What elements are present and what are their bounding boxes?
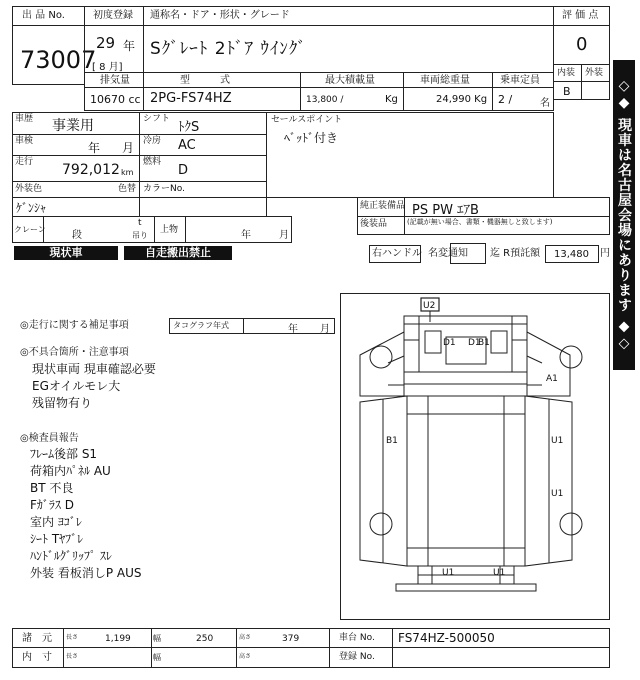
length-label: 長さ xyxy=(66,634,79,641)
divider xyxy=(492,72,493,111)
name-change-label: 名変通知 xyxy=(428,248,468,259)
max-load-unit: Kg xyxy=(385,94,398,105)
max-load-label: 最大積載量 xyxy=(325,75,375,86)
damage-mark: U1 xyxy=(551,436,564,446)
current-state-badge: 現状車 xyxy=(14,246,118,260)
note-line: 残留物有り xyxy=(32,396,93,410)
damage-mark: B1 xyxy=(478,338,490,348)
crane-ton: t xyxy=(138,218,142,228)
deposit-label: 迄 R預託額 xyxy=(490,248,541,259)
interior-score: B xyxy=(563,85,571,98)
note-line: EGオイルモレ大 xyxy=(32,379,121,393)
note-line: ｼｰﾄ Tﾔﾌﾞﾚ xyxy=(30,532,84,546)
divider xyxy=(236,628,237,668)
model-label: 型 式 xyxy=(180,75,230,86)
inner-height-label: 高さ xyxy=(239,653,252,660)
damage-mark: U1 xyxy=(551,489,564,499)
right-hand-label: 右ハンドル xyxy=(372,248,422,259)
history-label: 車歴 xyxy=(15,114,34,124)
first-reg-label: 初度登録 xyxy=(93,10,133,21)
note-line: 室内 ﾖｺﾞﾚ xyxy=(30,515,82,529)
note-line: 現状車両 現車確認必要 xyxy=(32,362,156,376)
divider xyxy=(143,6,144,26)
mileage: 792,012 xyxy=(62,162,120,178)
specs-header xyxy=(84,72,554,88)
gross-label: 車両総重量 xyxy=(420,75,470,86)
capacity-label: 乗車定員 xyxy=(500,75,540,86)
divider xyxy=(139,181,140,217)
height-label: 高さ xyxy=(239,634,252,641)
divider xyxy=(143,72,144,111)
exterior-label: 外装 xyxy=(585,68,604,78)
width: 250 xyxy=(196,634,214,644)
divider xyxy=(243,318,244,334)
crane-stage: 段 xyxy=(72,230,82,241)
deposit-amount: 13,480 xyxy=(554,249,589,260)
upper-label: 上物 xyxy=(160,225,179,235)
divider xyxy=(392,628,393,668)
fuel: D xyxy=(178,163,189,178)
reg-year-unit: 年 xyxy=(123,39,136,53)
history: 事業用 xyxy=(52,118,94,134)
no-self-drive-badge: 自走搬出禁止 xyxy=(124,246,232,260)
score-label: 評 価 点 xyxy=(562,10,599,21)
inspection-month: 月 xyxy=(122,141,135,155)
location-notice: ◇◆ 現車は名古屋会場にあります ◆◇ xyxy=(613,60,635,370)
aux-title: ◎走行に関する補足事項 xyxy=(20,320,129,331)
color-change-label: 色替 xyxy=(118,184,137,194)
divider xyxy=(12,647,610,648)
inspection-label: 車検 xyxy=(15,136,34,146)
lot-no-label: 出 品 No. xyxy=(22,10,65,21)
interior-label: 内装 xyxy=(557,68,576,78)
displacement: 10670 cc xyxy=(90,93,141,106)
capacity: 2 / xyxy=(498,93,513,106)
note-line: ﾊﾝﾄﾞﾙｸﾞﾘｯﾌﾟ ｽﾚ xyxy=(30,549,112,563)
fuel-label: 燃料 xyxy=(143,157,162,167)
reg-year: 29 xyxy=(96,34,116,52)
note-line: 荷箱内ﾊﾟﾈﾙ AU xyxy=(30,464,111,478)
damage-mark: B1 xyxy=(386,436,398,446)
length: 1,199 xyxy=(105,634,131,644)
max-load: 13,800 / xyxy=(306,95,344,105)
damage-mark: D1 xyxy=(468,338,481,348)
ac: AC xyxy=(178,138,196,153)
note-line: Fｶﾞﾗｽ D xyxy=(30,498,74,512)
yen-unit: 円 xyxy=(600,248,610,259)
color-no-label: カラーNo. xyxy=(143,184,185,194)
divider xyxy=(185,216,186,243)
truck-diagram xyxy=(340,293,610,620)
capacity-unit: 名 xyxy=(540,98,550,109)
inner-dims-label: 内 寸 xyxy=(22,652,52,663)
dims-label: 諸 元 xyxy=(22,633,52,644)
retrofit-label: 後装品 xyxy=(360,219,388,229)
inspection-year: 年 xyxy=(88,141,101,155)
gross-weight: 24,990 Kg xyxy=(436,94,488,105)
tacho-month: 月 xyxy=(320,324,330,335)
defects-list xyxy=(32,361,156,412)
width-label: 幅 xyxy=(153,634,161,643)
ac-label: 冷房 xyxy=(143,136,162,146)
shift-label: シフト xyxy=(143,114,171,124)
defects-title: ◎不具合箇所・注意事項 xyxy=(20,347,129,358)
color-label: 外装色 xyxy=(15,184,43,194)
divider xyxy=(63,628,64,668)
chassis-no: FS74HZ-500050 xyxy=(398,631,495,645)
chassis-label: 車台 No. xyxy=(339,633,375,643)
damage-mark: D1 xyxy=(443,338,456,348)
reg-no-label: 登録 No. xyxy=(339,652,375,662)
shift: ﾄｸS xyxy=(178,120,200,135)
name-label: 通称名・ドア・形状・グレード xyxy=(150,10,290,21)
tacho-label: タコグラフ年式 xyxy=(173,321,229,330)
color: ｹﾞﾝｼｬ xyxy=(16,201,47,215)
score: 0 xyxy=(576,34,588,55)
divider xyxy=(329,628,330,668)
inner-width-label: 幅 xyxy=(153,653,161,662)
divider xyxy=(403,72,404,111)
divider xyxy=(300,72,301,111)
sales-point: ﾍﾞｯﾄﾞ付き xyxy=(284,131,339,145)
model: 2PG-FS74HZ xyxy=(150,91,232,106)
upper-year: 年 xyxy=(241,230,251,241)
divider xyxy=(553,81,610,82)
equipment-label: 純正装備品 xyxy=(360,201,406,211)
equipment: PS PW ｴｱB xyxy=(412,203,479,218)
note-line: 外装 看板消しP AUS xyxy=(30,566,142,580)
reg-month: [ 8 月] xyxy=(92,62,123,73)
inner-length-label: 長さ xyxy=(66,653,79,660)
note-line: ﾌﾚｰﾑ後部 S1 xyxy=(30,447,98,461)
upper-month: 月 xyxy=(279,230,289,241)
height: 379 xyxy=(282,634,300,644)
crane-hang: 吊り xyxy=(132,231,148,240)
lot-no: 73007 xyxy=(20,46,97,74)
displacement-label: 排気量 xyxy=(100,75,130,86)
crane-label: クレーン xyxy=(14,225,46,234)
divider xyxy=(151,628,152,668)
retrofit-note: (記載が無い場合、書類・機器無しと致します) xyxy=(407,218,553,226)
name-change-input xyxy=(450,243,486,264)
mileage-unit: km xyxy=(121,168,134,177)
divider xyxy=(581,64,582,100)
damage-mark: U1 xyxy=(493,568,506,578)
damage-mark: U1 xyxy=(442,568,455,578)
divider xyxy=(143,25,144,73)
damage-mark: A1 xyxy=(546,374,558,384)
vehicle-name: Sｸﾞﾚｰﾄ 2ﾄﾞｱ ｳｲﾝｸﾞ xyxy=(150,39,307,59)
mileage-label: 走行 xyxy=(15,157,34,167)
damage-mark: U2 xyxy=(423,301,436,311)
tacho-year: 年 xyxy=(288,324,298,335)
inspector-list xyxy=(30,446,141,582)
footer-box xyxy=(12,628,610,668)
inspector-title: ◎検査員報告 xyxy=(20,433,79,444)
note-line: BT 不良 xyxy=(30,481,74,495)
divider xyxy=(154,216,155,243)
sales-point-label: セールスポイント xyxy=(271,115,343,125)
